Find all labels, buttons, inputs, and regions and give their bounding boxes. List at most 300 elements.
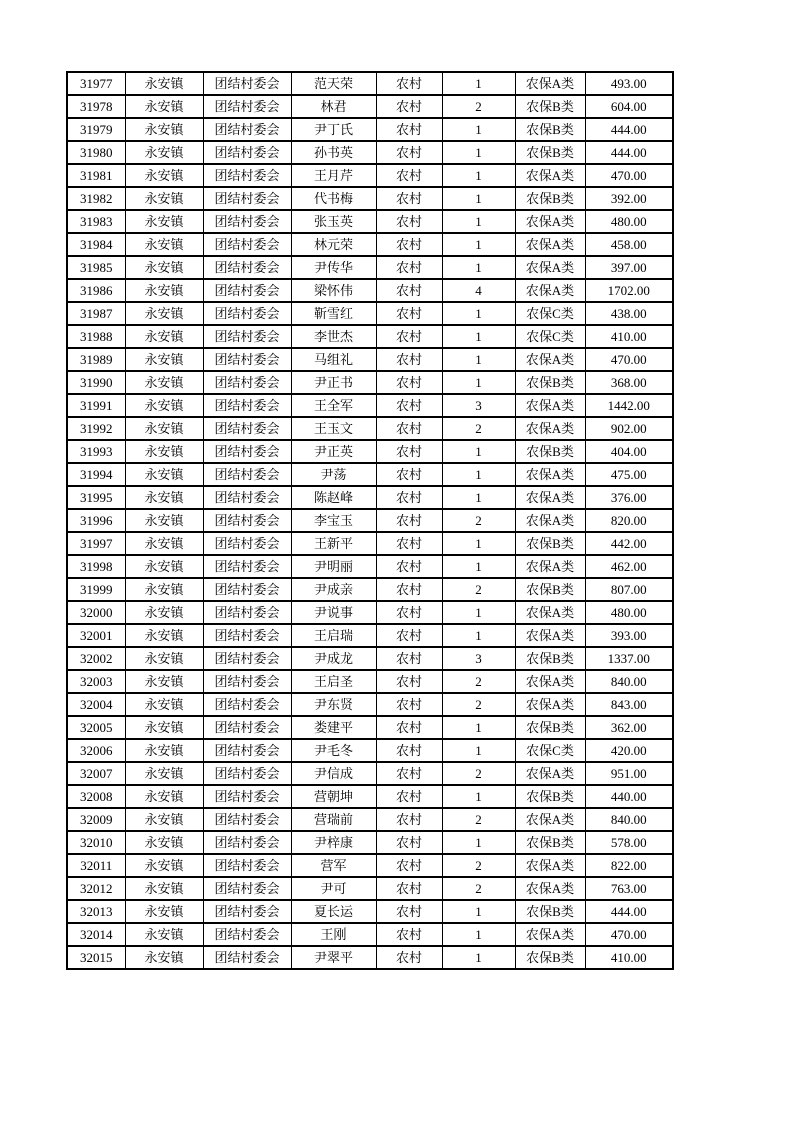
cell-serial: 32007 [67, 762, 125, 785]
cell-amount: 820.00 [585, 509, 673, 532]
cell-person-count: 1 [442, 256, 515, 279]
table-row [67, 808, 673, 831]
cell-household-type: 农村 [376, 923, 442, 946]
cell-household-type: 农村 [376, 302, 442, 325]
cell-household-type: 农村 [376, 187, 442, 210]
cell-serial: 31978 [67, 95, 125, 118]
cell-village-committee: 团结村委会 [203, 946, 291, 969]
cell-village-committee: 团结村委会 [203, 647, 291, 670]
cell-town: 永安镇 [125, 394, 203, 417]
table-row [67, 256, 673, 279]
cell-amount: 840.00 [585, 670, 673, 693]
cell-village-committee: 团结村委会 [203, 118, 291, 141]
table-row [67, 302, 673, 325]
cell-household-type: 农村 [376, 647, 442, 670]
cell-household-type: 农村 [376, 348, 442, 371]
cell-town: 永安镇 [125, 831, 203, 854]
cell-village-committee: 团结村委会 [203, 739, 291, 762]
table-row [67, 762, 673, 785]
cell-household-type: 农村 [376, 808, 442, 831]
table-row [67, 670, 673, 693]
cell-village-committee: 团结村委会 [203, 279, 291, 302]
cell-village-committee: 团结村委会 [203, 463, 291, 486]
cell-person-count: 1 [442, 555, 515, 578]
cell-name: 张玉英 [291, 210, 376, 233]
cell-person-count: 2 [442, 417, 515, 440]
cell-insurance-category: 农保A类 [515, 417, 585, 440]
cell-village-committee: 团结村委会 [203, 509, 291, 532]
cell-name: 尹信成 [291, 762, 376, 785]
cell-name: 李世杰 [291, 325, 376, 348]
cell-village-committee: 团结村委会 [203, 923, 291, 946]
cell-name: 尹正书 [291, 371, 376, 394]
cell-insurance-category: 农保A类 [515, 164, 585, 187]
cell-town: 永安镇 [125, 371, 203, 394]
cell-amount: 578.00 [585, 831, 673, 854]
table-row [67, 509, 673, 532]
cell-name: 尹成龙 [291, 647, 376, 670]
cell-serial: 32014 [67, 923, 125, 946]
cell-insurance-category: 农保A类 [515, 670, 585, 693]
cell-insurance-category: 农保B类 [515, 141, 585, 164]
cell-person-count: 1 [442, 463, 515, 486]
cell-village-committee: 团结村委会 [203, 95, 291, 118]
cell-name: 娄建平 [291, 716, 376, 739]
cell-serial: 31989 [67, 348, 125, 371]
cell-amount: 397.00 [585, 256, 673, 279]
cell-town: 永安镇 [125, 187, 203, 210]
cell-household-type: 农村 [376, 256, 442, 279]
cell-insurance-category: 农保A类 [515, 486, 585, 509]
cell-person-count: 1 [442, 118, 515, 141]
cell-village-committee: 团结村委会 [203, 785, 291, 808]
cell-name: 尹可 [291, 877, 376, 900]
cell-household-type: 农村 [376, 164, 442, 187]
cell-amount: 470.00 [585, 348, 673, 371]
cell-village-committee: 团结村委会 [203, 808, 291, 831]
cell-person-count: 1 [442, 601, 515, 624]
cell-person-count: 2 [442, 670, 515, 693]
table-row [67, 95, 673, 118]
cell-serial: 31987 [67, 302, 125, 325]
cell-amount: 1702.00 [585, 279, 673, 302]
cell-serial: 31993 [67, 440, 125, 463]
cell-household-type: 农村 [376, 532, 442, 555]
cell-serial: 32005 [67, 716, 125, 739]
cell-amount: 902.00 [585, 417, 673, 440]
cell-name: 陈赵峰 [291, 486, 376, 509]
table-row [67, 72, 673, 95]
cell-town: 永安镇 [125, 463, 203, 486]
cell-name: 尹丁氏 [291, 118, 376, 141]
table-row [67, 394, 673, 417]
cell-amount: 392.00 [585, 187, 673, 210]
cell-person-count: 2 [442, 854, 515, 877]
cell-insurance-category: 农保A类 [515, 394, 585, 417]
cell-household-type: 农村 [376, 601, 442, 624]
cell-amount: 410.00 [585, 946, 673, 969]
table-row [67, 555, 673, 578]
cell-amount: 458.00 [585, 233, 673, 256]
cell-name: 王刚 [291, 923, 376, 946]
cell-insurance-category: 农保B类 [515, 831, 585, 854]
cell-person-count: 4 [442, 279, 515, 302]
cell-household-type: 农村 [376, 210, 442, 233]
table-row [67, 831, 673, 854]
cell-serial: 31982 [67, 187, 125, 210]
table-body [67, 72, 673, 969]
cell-insurance-category: 农保B类 [515, 647, 585, 670]
cell-name: 王月芹 [291, 164, 376, 187]
cell-serial: 31977 [67, 72, 125, 95]
cell-household-type: 农村 [376, 946, 442, 969]
table-row [67, 785, 673, 808]
cell-amount: 404.00 [585, 440, 673, 463]
cell-town: 永安镇 [125, 72, 203, 95]
cell-name: 尹成亲 [291, 578, 376, 601]
cell-serial: 31995 [67, 486, 125, 509]
cell-name: 代书梅 [291, 187, 376, 210]
cell-village-committee: 团结村委会 [203, 877, 291, 900]
cell-name: 尹翠平 [291, 946, 376, 969]
cell-person-count: 2 [442, 693, 515, 716]
cell-serial: 31981 [67, 164, 125, 187]
cell-amount: 470.00 [585, 164, 673, 187]
cell-amount: 475.00 [585, 463, 673, 486]
cell-serial: 31991 [67, 394, 125, 417]
cell-amount: 480.00 [585, 601, 673, 624]
cell-village-committee: 团结村委会 [203, 440, 291, 463]
cell-village-committee: 团结村委会 [203, 831, 291, 854]
table-row [67, 532, 673, 555]
table-row [67, 601, 673, 624]
cell-person-count: 1 [442, 325, 515, 348]
cell-town: 永安镇 [125, 716, 203, 739]
cell-insurance-category: 农保A类 [515, 762, 585, 785]
cell-serial: 31999 [67, 578, 125, 601]
cell-household-type: 农村 [376, 72, 442, 95]
cell-person-count: 1 [442, 532, 515, 555]
cell-town: 永安镇 [125, 555, 203, 578]
cell-person-count: 1 [442, 164, 515, 187]
cell-name: 孙书英 [291, 141, 376, 164]
cell-amount: 951.00 [585, 762, 673, 785]
cell-amount: 376.00 [585, 486, 673, 509]
cell-insurance-category: 农保A类 [515, 624, 585, 647]
cell-serial: 32004 [67, 693, 125, 716]
table-row [67, 164, 673, 187]
table-row [67, 187, 673, 210]
cell-amount: 438.00 [585, 302, 673, 325]
cell-household-type: 农村 [376, 578, 442, 601]
cell-name: 营军 [291, 854, 376, 877]
cell-insurance-category: 农保A类 [515, 877, 585, 900]
cell-serial: 31988 [67, 325, 125, 348]
cell-insurance-category: 农保A类 [515, 348, 585, 371]
cell-person-count: 1 [442, 72, 515, 95]
table-row [67, 739, 673, 762]
cell-insurance-category: 农保B类 [515, 900, 585, 923]
cell-town: 永安镇 [125, 854, 203, 877]
cell-town: 永安镇 [125, 164, 203, 187]
cell-amount: 822.00 [585, 854, 673, 877]
cell-amount: 843.00 [585, 693, 673, 716]
cell-town: 永安镇 [125, 647, 203, 670]
cell-serial: 32000 [67, 601, 125, 624]
cell-name: 尹毛冬 [291, 739, 376, 762]
cell-person-count: 1 [442, 739, 515, 762]
cell-person-count: 1 [442, 900, 515, 923]
cell-village-committee: 团结村委会 [203, 854, 291, 877]
cell-household-type: 农村 [376, 877, 442, 900]
cell-town: 永安镇 [125, 486, 203, 509]
cell-insurance-category: 农保B类 [515, 716, 585, 739]
cell-name: 尹正英 [291, 440, 376, 463]
table-row [67, 141, 673, 164]
cell-serial: 32011 [67, 854, 125, 877]
cell-village-committee: 团结村委会 [203, 233, 291, 256]
cell-name: 王玉文 [291, 417, 376, 440]
cell-amount: 470.00 [585, 923, 673, 946]
table-row [67, 279, 673, 302]
cell-name: 李宝玉 [291, 509, 376, 532]
cell-amount: 368.00 [585, 371, 673, 394]
table-row [67, 486, 673, 509]
cell-person-count: 1 [442, 486, 515, 509]
cell-insurance-category: 农保C类 [515, 739, 585, 762]
table-row [67, 854, 673, 877]
cell-village-committee: 团结村委会 [203, 371, 291, 394]
cell-serial: 32003 [67, 670, 125, 693]
cell-amount: 444.00 [585, 118, 673, 141]
cell-household-type: 农村 [376, 739, 442, 762]
cell-insurance-category: 农保B类 [515, 118, 585, 141]
cell-insurance-category: 农保A类 [515, 555, 585, 578]
cell-person-count: 2 [442, 95, 515, 118]
cell-village-committee: 团结村委会 [203, 555, 291, 578]
cell-household-type: 农村 [376, 118, 442, 141]
cell-household-type: 农村 [376, 394, 442, 417]
table-row [67, 578, 673, 601]
cell-village-committee: 团结村委会 [203, 762, 291, 785]
cell-person-count: 1 [442, 187, 515, 210]
cell-village-committee: 团结村委会 [203, 693, 291, 716]
cell-village-committee: 团结村委会 [203, 624, 291, 647]
cell-serial: 31990 [67, 371, 125, 394]
cell-village-committee: 团结村委会 [203, 164, 291, 187]
cell-village-committee: 团结村委会 [203, 72, 291, 95]
cell-amount: 807.00 [585, 578, 673, 601]
cell-person-count: 3 [442, 647, 515, 670]
table-row [67, 440, 673, 463]
cell-household-type: 农村 [376, 900, 442, 923]
cell-serial: 31979 [67, 118, 125, 141]
cell-serial: 31992 [67, 417, 125, 440]
cell-insurance-category: 农保A类 [515, 256, 585, 279]
table-row [67, 463, 673, 486]
cell-name: 梁怀伟 [291, 279, 376, 302]
cell-town: 永安镇 [125, 808, 203, 831]
cell-person-count: 1 [442, 141, 515, 164]
cell-village-committee: 团结村委会 [203, 348, 291, 371]
cell-person-count: 3 [442, 394, 515, 417]
cell-household-type: 农村 [376, 325, 442, 348]
cell-amount: 420.00 [585, 739, 673, 762]
cell-village-committee: 团结村委会 [203, 532, 291, 555]
data-table [66, 71, 674, 970]
cell-household-type: 农村 [376, 486, 442, 509]
cell-serial: 32006 [67, 739, 125, 762]
cell-household-type: 农村 [376, 831, 442, 854]
cell-person-count: 2 [442, 578, 515, 601]
cell-town: 永安镇 [125, 785, 203, 808]
cell-household-type: 农村 [376, 555, 442, 578]
cell-insurance-category: 农保A类 [515, 72, 585, 95]
cell-town: 永安镇 [125, 877, 203, 900]
cell-serial: 32015 [67, 946, 125, 969]
table-row [67, 371, 673, 394]
cell-serial: 31985 [67, 256, 125, 279]
cell-household-type: 农村 [376, 716, 442, 739]
cell-village-committee: 团结村委会 [203, 141, 291, 164]
cell-town: 永安镇 [125, 693, 203, 716]
cell-household-type: 农村 [376, 440, 442, 463]
cell-serial: 32009 [67, 808, 125, 831]
cell-serial: 31997 [67, 532, 125, 555]
cell-household-type: 农村 [376, 670, 442, 693]
cell-amount: 1442.00 [585, 394, 673, 417]
cell-town: 永安镇 [125, 739, 203, 762]
cell-town: 永安镇 [125, 532, 203, 555]
cell-insurance-category: 农保B类 [515, 371, 585, 394]
cell-household-type: 农村 [376, 624, 442, 647]
cell-amount: 393.00 [585, 624, 673, 647]
cell-name: 林元荣 [291, 233, 376, 256]
cell-person-count: 1 [442, 348, 515, 371]
cell-person-count: 1 [442, 923, 515, 946]
cell-serial: 32013 [67, 900, 125, 923]
cell-town: 永安镇 [125, 923, 203, 946]
cell-town: 永安镇 [125, 325, 203, 348]
cell-insurance-category: 农保B类 [515, 95, 585, 118]
table-row [67, 647, 673, 670]
cell-household-type: 农村 [376, 279, 442, 302]
cell-name: 尹明丽 [291, 555, 376, 578]
cell-household-type: 农村 [376, 371, 442, 394]
cell-person-count: 1 [442, 233, 515, 256]
table-row [67, 210, 673, 233]
cell-name: 尹东贤 [291, 693, 376, 716]
cell-name: 范天荣 [291, 72, 376, 95]
cell-town: 永安镇 [125, 118, 203, 141]
cell-name: 王新平 [291, 532, 376, 555]
cell-amount: 410.00 [585, 325, 673, 348]
cell-insurance-category: 农保A类 [515, 233, 585, 256]
table-row [67, 417, 673, 440]
cell-insurance-category: 农保A类 [515, 463, 585, 486]
cell-insurance-category: 农保A类 [515, 854, 585, 877]
cell-village-committee: 团结村委会 [203, 210, 291, 233]
cell-town: 永安镇 [125, 233, 203, 256]
cell-town: 永安镇 [125, 900, 203, 923]
cell-town: 永安镇 [125, 440, 203, 463]
cell-insurance-category: 农保A类 [515, 601, 585, 624]
cell-amount: 440.00 [585, 785, 673, 808]
cell-name: 马组礼 [291, 348, 376, 371]
cell-person-count: 1 [442, 440, 515, 463]
cell-amount: 480.00 [585, 210, 673, 233]
cell-household-type: 农村 [376, 762, 442, 785]
cell-insurance-category: 农保A类 [515, 279, 585, 302]
cell-household-type: 农村 [376, 95, 442, 118]
cell-village-committee: 团结村委会 [203, 256, 291, 279]
cell-amount: 362.00 [585, 716, 673, 739]
cell-household-type: 农村 [376, 463, 442, 486]
cell-village-committee: 团结村委会 [203, 417, 291, 440]
table-row [67, 923, 673, 946]
cell-insurance-category: 农保B类 [515, 946, 585, 969]
cell-village-committee: 团结村委会 [203, 394, 291, 417]
cell-person-count: 2 [442, 762, 515, 785]
cell-amount: 604.00 [585, 95, 673, 118]
cell-person-count: 1 [442, 785, 515, 808]
cell-person-count: 1 [442, 946, 515, 969]
table-row [67, 946, 673, 969]
table-row [67, 877, 673, 900]
cell-serial: 31984 [67, 233, 125, 256]
cell-household-type: 农村 [376, 693, 442, 716]
cell-person-count: 1 [442, 624, 515, 647]
cell-person-count: 1 [442, 831, 515, 854]
cell-insurance-category: 农保A类 [515, 509, 585, 532]
cell-amount: 442.00 [585, 532, 673, 555]
cell-insurance-category: 农保B类 [515, 578, 585, 601]
cell-town: 永安镇 [125, 302, 203, 325]
cell-town: 永安镇 [125, 256, 203, 279]
cell-name: 尹梓康 [291, 831, 376, 854]
cell-village-committee: 团结村委会 [203, 670, 291, 693]
cell-serial: 32001 [67, 624, 125, 647]
cell-amount: 840.00 [585, 808, 673, 831]
cell-person-count: 2 [442, 808, 515, 831]
cell-town: 永安镇 [125, 762, 203, 785]
cell-insurance-category: 农保A类 [515, 693, 585, 716]
cell-insurance-category: 农保B类 [515, 187, 585, 210]
table-row [67, 325, 673, 348]
cell-household-type: 农村 [376, 417, 442, 440]
table-row [67, 233, 673, 256]
cell-name: 靳雪红 [291, 302, 376, 325]
cell-person-count: 1 [442, 302, 515, 325]
cell-serial: 31980 [67, 141, 125, 164]
cell-name: 王启瑞 [291, 624, 376, 647]
cell-name: 林君 [291, 95, 376, 118]
table-row [67, 900, 673, 923]
cell-household-type: 农村 [376, 785, 442, 808]
cell-village-committee: 团结村委会 [203, 716, 291, 739]
cell-serial: 31996 [67, 509, 125, 532]
cell-name: 营瑞前 [291, 808, 376, 831]
cell-serial: 32002 [67, 647, 125, 670]
cell-village-committee: 团结村委会 [203, 187, 291, 210]
cell-serial: 31994 [67, 463, 125, 486]
cell-amount: 1337.00 [585, 647, 673, 670]
cell-town: 永安镇 [125, 670, 203, 693]
cell-amount: 444.00 [585, 900, 673, 923]
table-row [67, 693, 673, 716]
cell-person-count: 2 [442, 509, 515, 532]
cell-town: 永安镇 [125, 946, 203, 969]
